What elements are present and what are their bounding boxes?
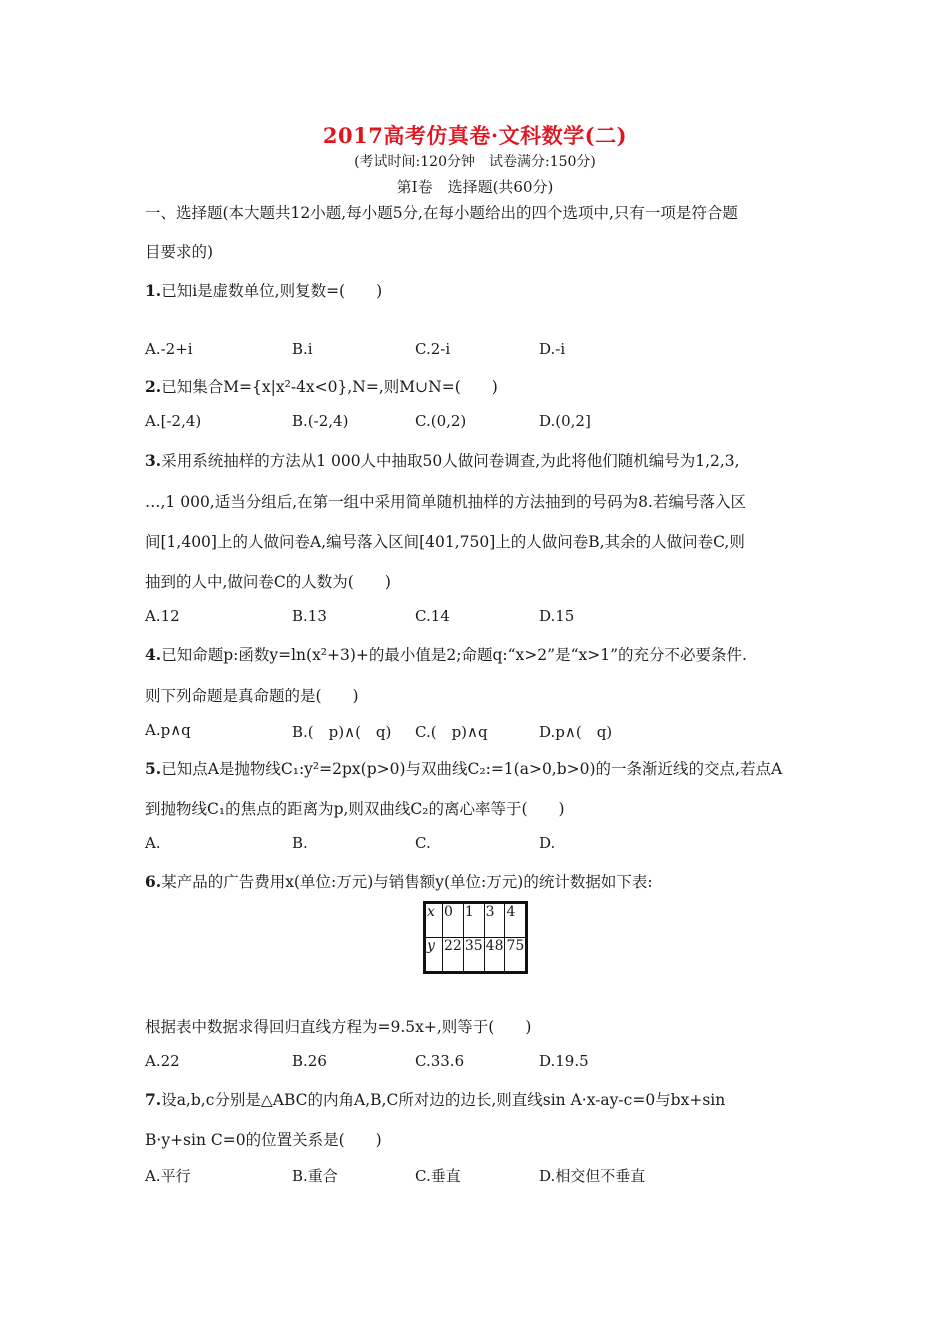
question-stem: 设a,b,c分别是△ABC的内角A,B,C所对边的边长,则直线sin A·x-ay-c=0与bx+sin [161,1091,726,1109]
table-row [425,938,527,973]
q3-option-c: C.14 [415,607,450,625]
question-7-line-2: B·y+sin C=0的位置关系是( ) [145,1131,382,1149]
table-cell: 22 [443,938,464,973]
table-cell: 3 [484,903,505,938]
q1-option-d: D.-i [539,340,566,358]
q1-option-c: C.2-i [415,340,451,358]
data-table [423,901,528,974]
question-stem: 已知点A是抛物线C₁:y²=2px(p>0)与双曲线C₂:=1(a>0,b>0)的一条渐近线的交点,若点A [161,760,783,778]
exam-title: 2017高考仿真卷·文科数学(二) [322,123,628,148]
question-1 [145,279,382,301]
question-5-line-2: 到抛物线C₁的焦点的距离为p,则双曲线C₂的离心率等于( ) [145,800,565,818]
q4-option-c: C.( p)∧q [415,723,488,741]
table-cell: y [425,938,443,973]
question-stem: 已知i是虚数单位,则复数=( ) [161,282,383,300]
q3-option-d: D.15 [539,607,575,625]
table-row [425,903,527,938]
table-cell: 48 [484,938,505,973]
table-cell: 4 [505,903,527,938]
question-stem: 已知命题p:函数y=ln(x²+3)+的最小值是2;命题q:“x>2”是“x>1”的充分不必要条件. [161,646,747,664]
q7-option-d: D.相交但不垂直 [539,1167,646,1185]
q6-option-b: B.26 [292,1052,327,1070]
question-3-line-2: …,1 000,适当分组后,在第一组中采用简单随机抽样的方法抽到的号码为8.若编号落入区 [145,493,746,511]
question-3-line-1 [145,449,740,471]
table-cell: 75 [505,938,527,973]
q2-option-a: A.[-2,4) [145,412,202,430]
q7-option-b: B.重合 [292,1167,338,1185]
question-number: 7. [145,1090,162,1109]
question-7-line-1 [145,1088,725,1110]
q2-option-d: D.(0,2] [539,412,591,430]
q4-option-a: A.p∧q [145,721,191,739]
question-number: 3. [145,451,162,470]
question-3-line-4: 抽到的人中,做问卷C的人数为( ) [145,573,391,591]
part-instructions-line-1: 一、选择题(本大题共12小题,每小题5分,在每小题给出的四个选项中,只有一项是符合题 [145,204,738,222]
question-stem: 采用系统抽样的方法从1 000人中抽取50人做问卷调查,为此将他们随机编号为1,2,3, [161,452,740,470]
question-number: 2. [145,377,162,396]
question-number: 6. [145,872,162,891]
q2-option-b: B.(-2,4) [292,412,349,430]
question-5-line-1 [145,757,782,779]
q3-option-a: A.12 [145,607,180,625]
q1-option-a: A.-2+i [145,340,193,358]
q4-option-b: B.( p)∧( q) [292,723,392,741]
question-number: 5. [145,759,162,778]
q7-option-a: A.平行 [145,1167,191,1185]
q6-option-a: A.22 [145,1052,180,1070]
table-cell: x [425,903,443,938]
question-stem: 某产品的广告费用x(单位:万元)与销售额y(单位:万元)的统计数据如下表: [161,873,653,891]
q6-option-d: D.19.5 [539,1052,589,1070]
table-cell: 0 [443,903,464,938]
table-cell: 35 [463,938,484,973]
question-stem: 已知集合M={x|x²-4x<0},N=,则M∪N=( ) [161,378,498,396]
q2-option-c: C.(0,2) [415,412,467,430]
part-instructions-line-2: 目要求的) [145,243,214,261]
q7-option-c: C.垂直 [415,1167,461,1185]
question-number: 4. [145,645,162,664]
question-4-line-1 [145,643,747,665]
q5-option-c: C. [415,834,431,852]
question-4-line-2: 则下列命题是真命题的是( ) [145,687,359,705]
question-3-line-3: 间[1,400]上的人做问卷A,编号落入区间[401,750]上的人做问卷B,其余的人做问卷C,则 [145,533,745,551]
table-cell: 1 [463,903,484,938]
q5-option-a: A. [145,834,161,852]
question-6-line-1 [145,870,653,892]
q5-option-d: D. [539,834,556,852]
question-number: 1. [145,281,162,300]
q6-option-c: C.33.6 [415,1052,465,1070]
question-2 [145,375,498,397]
q3-option-b: B.13 [292,607,327,625]
q5-option-b: B. [292,834,308,852]
q1-option-b: B.i [292,340,313,358]
exam-info: (考试时间:120分钟 试卷满分:150分) [354,154,596,170]
question-6-line-2: 根据表中数据求得回归直线方程为=9.5x+,则等于( ) [145,1018,532,1036]
q4-option-d: D.p∧( q) [539,723,613,741]
section-heading: 第Ⅰ卷 选择题(共60分) [396,178,554,196]
